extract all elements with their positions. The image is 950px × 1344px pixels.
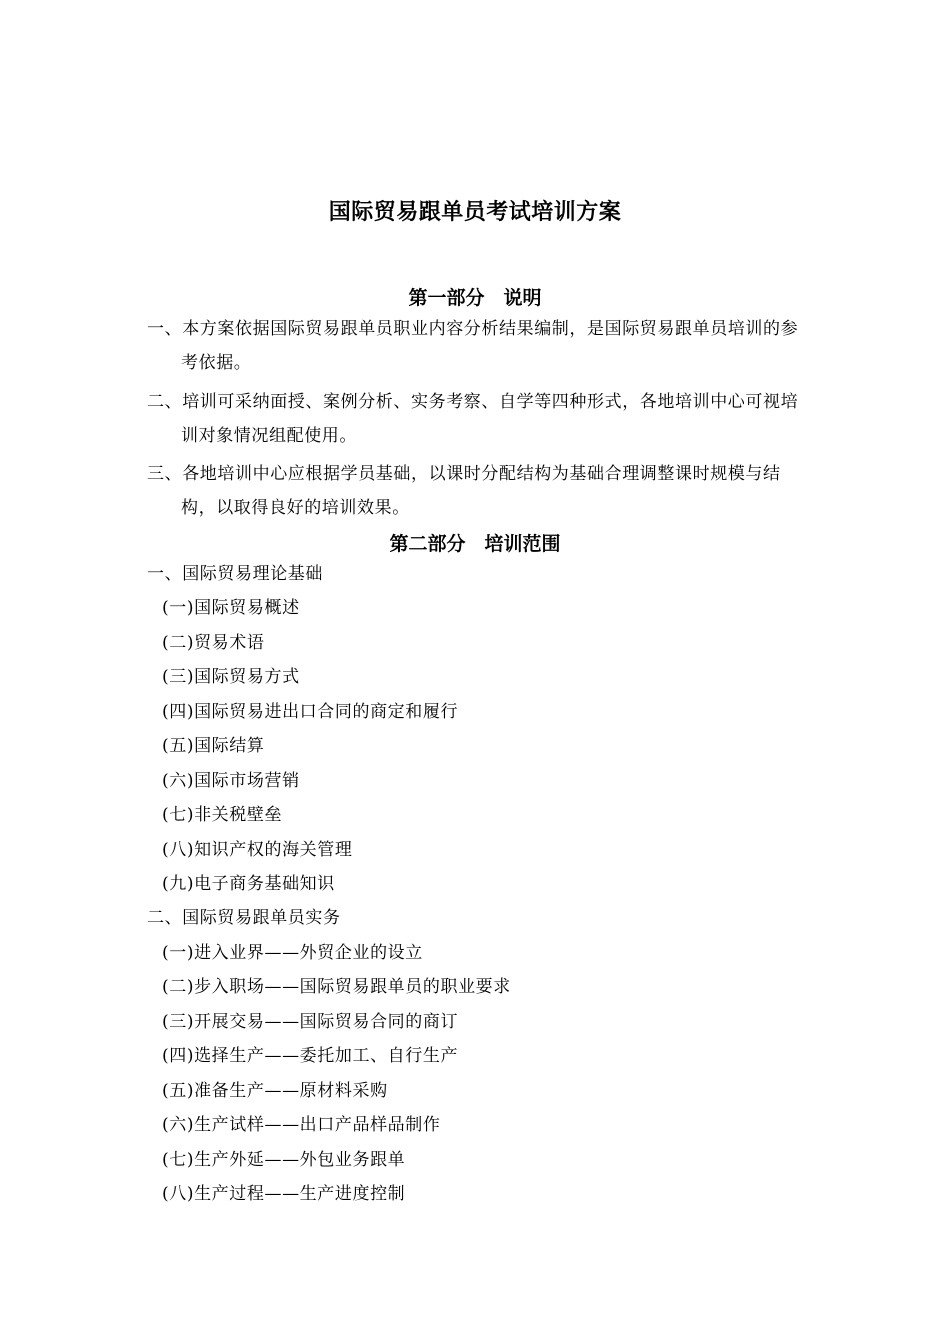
section1-item: (五)国际结算	[162, 736, 265, 756]
section2-item: (七)生产外延——外包业务跟单	[162, 1150, 406, 1170]
section1-title: 一、国际贸易理论基础	[147, 564, 323, 584]
section2-item: (二)步入职场——国际贸易跟单员的职业要求	[162, 977, 511, 997]
section1-item: (七)非关税壁垒	[162, 805, 283, 825]
section1-item: (三)国际贸易方式	[162, 667, 300, 687]
section2-item: (八)生产过程——生产进度控制	[162, 1184, 406, 1204]
section1-item: (九)电子商务基础知识	[162, 874, 335, 894]
section2-item: (四)选择生产——委托加工、自行生产	[162, 1046, 459, 1066]
section1-item: (一)国际贸易概述	[162, 598, 300, 618]
document-title: 国际贸易跟单员考试培训方案	[328, 200, 622, 225]
part2-heading: 第二部分 培训范围	[389, 533, 561, 555]
section1-item: (四)国际贸易进出口合同的商定和履行	[162, 702, 459, 722]
section1-item: (二)贸易术语	[162, 633, 265, 653]
part1-paragraph: 一、本方案依据国际贸易跟单员职业内容分析结果编制，是国际贸易跟单员培训的参考依据。	[147, 319, 799, 373]
section1-item: (八)知识产权的海关管理	[162, 840, 353, 860]
part1-paragraph: 三、各地培训中心应根据学员基础，以课时分配结构为基础合理调整课时规模与结构，以取得良好的培训效果。	[147, 464, 781, 518]
section2-item: (六)生产试样——出口产品样品制作	[162, 1115, 441, 1135]
section2-title: 二、国际贸易跟单员实务	[147, 908, 341, 928]
section2-item: (三)开展交易——国际贸易合同的商订	[162, 1012, 459, 1032]
section2-item: (一)进入业界——外贸企业的设立	[162, 943, 423, 963]
section1-item: (六)国际市场营销	[162, 771, 300, 791]
section2-item: (五)准备生产——原材料采购	[162, 1081, 388, 1101]
part1-heading: 第一部分 说明	[408, 287, 542, 309]
part1-paragraph: 二、培训可采纳面授、案例分析、实务考察、自学等四种形式，各地培训中心可视培训对象情况组配使用。	[147, 392, 799, 446]
